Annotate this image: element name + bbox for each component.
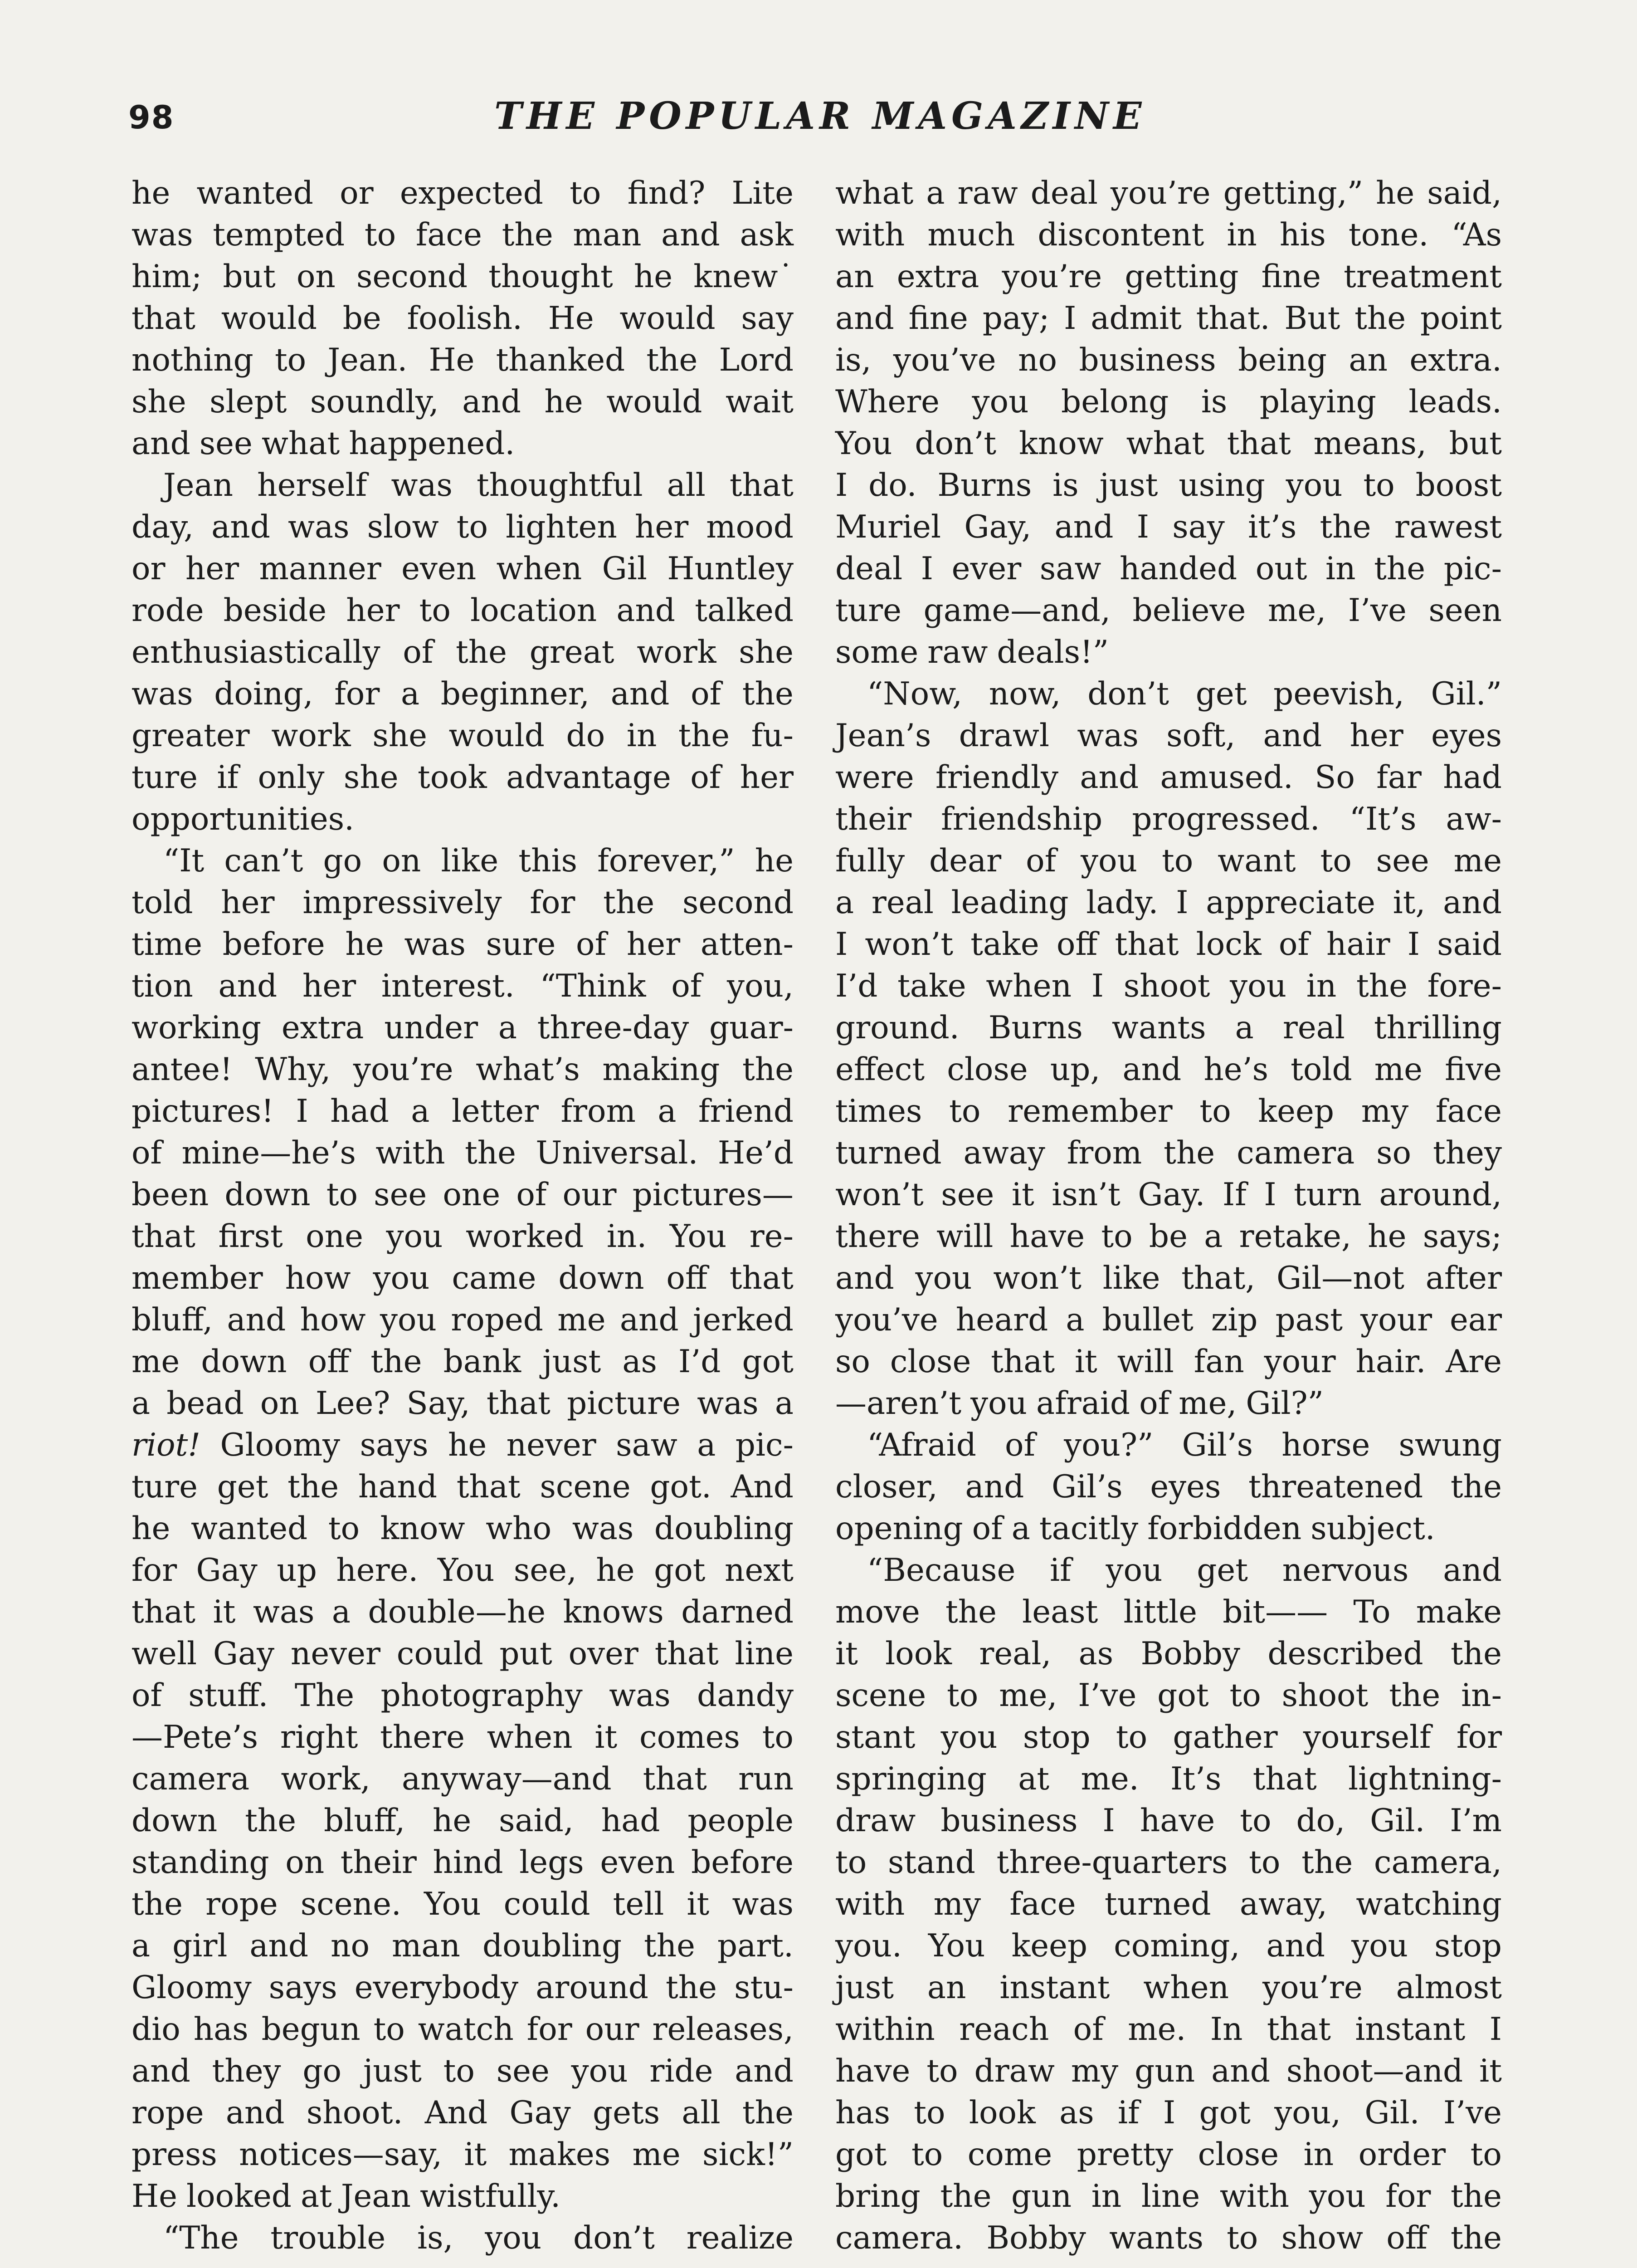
text-line: Muriel Gay, and I say it’s the rawest bbox=[835, 509, 1502, 545]
text-line: deal I ever saw handed out in the pic- bbox=[835, 551, 1502, 587]
text-line: “Because if you get nervous and bbox=[867, 1552, 1502, 1589]
text-line: you’ve heard a bullet zip past your ear bbox=[835, 1302, 1502, 1338]
text-line: I do. Burns is just using you to boost bbox=[835, 467, 1502, 503]
text-line: Gloomy says everybody around the stu- bbox=[132, 1970, 794, 2006]
text-line: “The trouble is, you don’t realize bbox=[163, 2220, 794, 2256]
text-line: closer, and Gil’s eyes threatened the bbox=[835, 1469, 1502, 1505]
text-line: you. You keep coming, and you stop bbox=[835, 1928, 1502, 1964]
text-line: riot! Gloomy says he never saw a pic- bbox=[132, 1427, 794, 1463]
text-line: and fine pay; I admit that. But the point bbox=[835, 300, 1502, 337]
text-line: greater work she would do in the fu- bbox=[132, 718, 794, 754]
text-line: dio has begun to watch for our releases, bbox=[132, 2011, 794, 2048]
text-line: ture game—and, believe me, I’ve seen bbox=[835, 592, 1502, 629]
text-line: tion and her interest. “Think of you, bbox=[132, 968, 794, 1004]
text-line: ture if only she took advantage of her bbox=[132, 759, 794, 796]
text-line: nothing to Jean. He thanked the Lord bbox=[132, 342, 794, 378]
text-line: press notices—say, it makes me sick!” bbox=[132, 2136, 794, 2173]
text-line: bring the gun in line with you for the bbox=[835, 2178, 1502, 2214]
text-line: him; but on second thought he knew˙ bbox=[132, 259, 794, 295]
text-line: springing at me. It’s that lightning- bbox=[835, 1761, 1502, 1797]
text-line: I’d take when I shoot you in the fore- bbox=[835, 968, 1502, 1004]
text-line: their friendship progressed. “It’s aw- bbox=[835, 801, 1502, 837]
text-line: member how you came down off that bbox=[132, 1260, 794, 1296]
text-line: and see what happened. bbox=[132, 425, 515, 462]
text-line: told her impressively for the second bbox=[132, 885, 794, 921]
text-line: got to come pretty close in order to bbox=[835, 2136, 1502, 2173]
text-line: a girl and no man doubling the part. bbox=[132, 1928, 794, 1964]
text-line: he wanted to know who was doubling bbox=[132, 1510, 794, 1547]
text-line: with my face turned away, watching bbox=[835, 1886, 1502, 1922]
text-line: Where you belong is playing leads. bbox=[835, 384, 1502, 420]
text-line: ture get the hand that scene got. And bbox=[132, 1469, 794, 1505]
text-line: scene to me, I’ve got to shoot the in- bbox=[835, 1677, 1502, 1714]
text-line: so close that it will fan your hair. Are bbox=[835, 1344, 1502, 1380]
text-line: is, you’ve no business being an extra. bbox=[835, 342, 1502, 378]
text-line: He looked at Jean wistfully. bbox=[132, 2178, 561, 2214]
text-line: the rope scene. You could tell it was bbox=[132, 1886, 794, 1922]
text-line: camera work, anyway—and that run bbox=[132, 1761, 794, 1797]
text-line: within reach of me. In that instant I bbox=[835, 2011, 1502, 2048]
text-line: ground. Burns wants a real thrilling bbox=[835, 1010, 1502, 1046]
text-line: “Now, now, don’t get peevish, Gil.” bbox=[867, 676, 1502, 712]
text-line: me down off the bank just as I’d got bbox=[132, 1344, 794, 1380]
text-line: been down to see one of our pictures— bbox=[132, 1177, 794, 1213]
text-line: and you won’t like that, Gil—not after bbox=[835, 1260, 1502, 1296]
right-text-column bbox=[835, 172, 1502, 2259]
text-line: that first one you worked in. You re- bbox=[132, 1218, 794, 1255]
text-line: —aren’t you afraid of me, Gil?” bbox=[835, 1385, 1324, 1422]
text-line: and they go just to see you ride and bbox=[132, 2053, 794, 2089]
text-line: some raw deals!” bbox=[835, 634, 1109, 670]
text-line: there will have to be a retake, he says; bbox=[835, 1218, 1502, 1255]
text-line: a real leading lady. I appreciate it, and bbox=[835, 885, 1502, 921]
text-line: he wanted or expected to find? Lite bbox=[132, 175, 794, 211]
text-line: “Afraid of you?” Gil’s horse swung bbox=[867, 1427, 1502, 1463]
page-number: 98 bbox=[128, 99, 175, 136]
text-line: opportunities. bbox=[132, 801, 355, 837]
text-line: opening of a tacitly forbidden subject. bbox=[835, 1510, 1435, 1547]
text-line: —Pete’s right there when it comes to bbox=[132, 1719, 794, 1755]
text-line: move the least little bit—— To make bbox=[835, 1594, 1502, 1630]
text-line: pictures! I had a letter from a friend bbox=[132, 1093, 794, 1129]
text-line: times to remember to keep my face bbox=[835, 1093, 1502, 1129]
text-line: time before he was sure of her atten- bbox=[132, 926, 794, 963]
text-line: draw business I have to do, Gil. I’m bbox=[835, 1803, 1502, 1839]
text-line: what a raw deal you’re getting,” he said, bbox=[835, 175, 1502, 211]
text-line: fully dear of you to want to see me bbox=[835, 843, 1502, 879]
text-line: I won’t take off that lock of hair I said bbox=[835, 926, 1502, 963]
text-line: effect close up, and he’s told me five bbox=[835, 1051, 1502, 1088]
text-line: just an instant when you’re almost bbox=[835, 1970, 1502, 2006]
text-line: turned away from the camera so they bbox=[835, 1135, 1502, 1171]
text-line: camera. Bobby wants to show off the bbox=[835, 2220, 1502, 2256]
text-line: it look real, as Bobby described the bbox=[835, 1636, 1502, 1672]
text-line: or her manner even when Gil Huntley bbox=[132, 551, 794, 587]
text-line: has to look as if I got you, Gil. I’ve bbox=[835, 2095, 1502, 2131]
text-line: standing on their hind legs even before bbox=[132, 1844, 794, 1881]
text-line: that it was a double—he knows darned bbox=[132, 1594, 794, 1630]
text-line: she slept soundly, and he would wait bbox=[132, 384, 794, 420]
magazine-title: THE POPULAR MAGAZINE bbox=[494, 94, 1146, 138]
text-line: “It can’t go on like this forever,” he bbox=[163, 843, 794, 879]
text-line: was tempted to face the man and ask bbox=[132, 217, 794, 253]
text-line: for Gay up here. You see, he got next bbox=[132, 1552, 794, 1589]
text-line: of mine—he’s with the Universal. He’d bbox=[132, 1135, 794, 1171]
text-line: well Gay never could put over that line bbox=[132, 1636, 794, 1672]
text-line: enthusiastically of the great work she bbox=[132, 634, 794, 670]
text-line: working extra under a three-day guar- bbox=[132, 1010, 794, 1046]
text-line: were friendly and amused. So far had bbox=[835, 759, 1502, 796]
text-line: rode beside her to location and talked bbox=[132, 592, 794, 629]
text-line: Jean herself was thoughtful all that bbox=[163, 467, 794, 503]
text-line: won’t see it isn’t Gay. If I turn around, bbox=[835, 1177, 1502, 1213]
left-text-column bbox=[132, 172, 794, 2259]
text-line: Jean’s drawl was soft, and her eyes bbox=[835, 718, 1502, 754]
text-line: that would be foolish. He would say bbox=[132, 300, 794, 337]
text-line: have to draw my gun and shoot—and it bbox=[835, 2053, 1502, 2089]
text-line: was doing, for a beginner, and of the bbox=[132, 676, 794, 712]
text-line: a bead on Lee? Say, that picture was a bbox=[132, 1385, 794, 1422]
text-line: day, and was slow to lighten her mood bbox=[132, 509, 794, 545]
text-line: of stuff. The photography was dandy bbox=[132, 1677, 794, 1714]
text-line: an extra you’re getting fine treatment bbox=[835, 259, 1502, 295]
text-line: You don’t know what that means, but bbox=[835, 425, 1502, 462]
text-line: bluff, and how you roped me and jerked bbox=[132, 1302, 794, 1338]
text-line: down the bluff, he said, had people bbox=[132, 1803, 794, 1839]
text-line: antee! Why, you’re what’s making the bbox=[132, 1051, 794, 1088]
text-line: stant you stop to gather yourself for bbox=[835, 1719, 1502, 1755]
text-line: rope and shoot. And Gay gets all the bbox=[132, 2095, 794, 2131]
text-line: to stand three-quarters to the camera, bbox=[835, 1844, 1502, 1881]
text-line: with much discontent in his tone. “As bbox=[835, 217, 1502, 253]
